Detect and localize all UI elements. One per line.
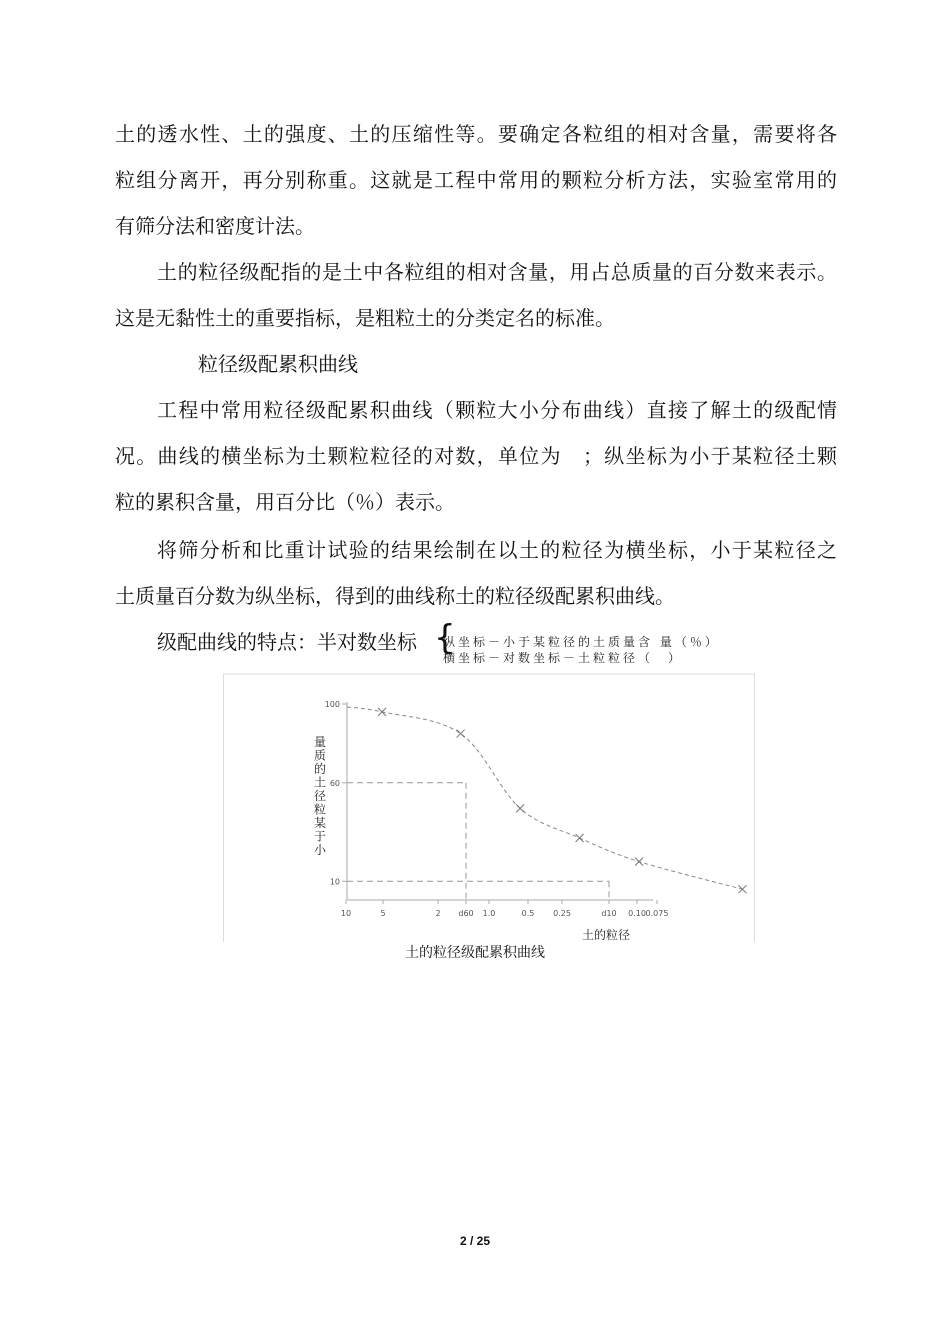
y-axis-label-char: 粒 — [313, 802, 327, 817]
y-axis-label-char: 的 — [313, 762, 327, 776]
x-tick-label: 1.0 — [482, 909, 496, 918]
grading-curve-figure — [223, 672, 755, 942]
x-tick-label: 0.075 — [645, 909, 669, 918]
y-axis-label-char: 质 — [313, 748, 327, 763]
text-line: 粒的累积含量，用百分比（％）表示。 — [115, 490, 455, 514]
y-axis-label-char: 土 — [313, 775, 327, 790]
brace-items — [443, 634, 720, 666]
grading-curve-line — [347, 707, 742, 889]
y-tick-label: 100 — [324, 700, 340, 709]
brace-item-x: 横坐标－对数坐标－土粒粒径（ ） — [443, 651, 684, 665]
x-axis-label: 土的粒径 — [581, 928, 631, 942]
y-axis-label-char: 某 — [313, 816, 327, 830]
figure-caption: 土的粒径级配累积曲线 — [405, 945, 545, 961]
text-line: 粒组分离开，再分别称重。这就是工程中常用的颗粒分析方法，实验室常用的 — [115, 168, 837, 192]
text-line: 这是无黏性土的重要指标，是粗粒土的分类定名的标准。 — [115, 306, 615, 330]
text-line: 土的粒径级配指的是土中各粒组的相对含量，用占总质量的百分数来表示。 — [157, 260, 837, 284]
x-tick-label: 0.25 — [553, 909, 571, 918]
text-line: 工程中常用粒径级配累积曲线（颗粒大小分布曲线）直接了解土的级配情 — [157, 398, 837, 422]
y-tick-label: 60 — [329, 778, 340, 788]
x-tick-label: d10 — [601, 909, 617, 918]
feature-label: 级配曲线的特点：半对数坐标 — [157, 630, 417, 654]
x-tick-label: 10 — [340, 909, 352, 918]
y-axis-label-char: 径 — [313, 789, 327, 803]
text-line: 有筛分法和密度计法。 — [115, 214, 315, 238]
data-point-marker — [635, 858, 643, 866]
data-point-marker — [378, 708, 386, 716]
data-point-marker — [457, 730, 465, 738]
y-axis-label-char: 量 — [313, 735, 327, 749]
data-point-marker — [738, 885, 746, 893]
y-tick-label: 10 — [329, 877, 340, 887]
text-line: 将筛分析和比重计试验的结果绘制在以土的粒径为横坐标，小于某粒径之 — [157, 538, 837, 562]
grading-curve-chart — [223, 672, 755, 942]
y-axis-label-char: 小 — [313, 843, 327, 857]
x-tick-label: 2 — [435, 909, 441, 918]
text-line: 土质量百分数为纵坐标，得到的曲线称土的粒径级配累积曲线。 — [115, 584, 675, 608]
x-tick-label: 0.10 — [628, 909, 646, 918]
x-tick-label: 0.5 — [521, 909, 535, 918]
data-point-marker — [516, 804, 524, 812]
x-tick-label: 5 — [380, 909, 386, 918]
text-line: 况。曲线的横坐标为土颗粒粒径的对数，单位为 ；纵坐标为小于某粒径土颗 — [115, 444, 837, 468]
data-point-marker — [576, 834, 584, 842]
text-line: 土的透水性、土的强度、土的压缩性等。要确定各粒组的相对含量，需要将各 — [115, 122, 837, 146]
page-number: 2 / 25 — [459, 1234, 491, 1248]
curly-brace-icon: { — [434, 618, 456, 658]
section-heading: 粒径级配累积曲线 — [198, 352, 358, 376]
y-axis-label-char: 于 — [313, 829, 327, 844]
brace-item-y: 纵坐标－小于某粒径的土质量含 量（％） — [443, 635, 720, 649]
x-tick-label: d60 — [458, 909, 474, 918]
